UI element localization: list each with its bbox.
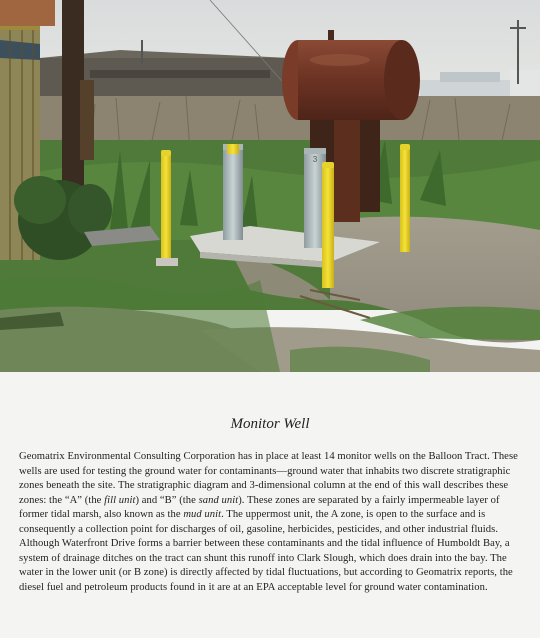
caption-title: Monitor Well — [230, 416, 310, 432]
sand-unit-term: sand unit — [198, 494, 239, 506]
well-cap-number: 3 — [312, 155, 318, 164]
body-segment-2: ) and “B” (the — [135, 494, 199, 506]
caption-panel — [0, 372, 540, 638]
body-segment-3: ). These zones are separated by a fairly impermeable layer of former tidal marsh, also known as the — [19, 494, 500, 520]
body-segment-1: Geomatrix Environmental Consulting Corporation has in place at least 14 monitor wells on the Balloon Tract. These wells are used for testing the ground water for contaminants—ground water that inhabits two discrete stratigraphic zones beneath the site. The stratigraphic diagram and 3-dimensional column at the end of this wall describes these zones: the “A” (the — [19, 451, 518, 506]
bollard-4 — [400, 144, 410, 252]
well-casing-left — [223, 144, 243, 240]
caption-body — [19, 450, 523, 595]
bollard-3 — [322, 162, 334, 288]
body-segment-4: . The uppermost unit, the A zone, is open to the surface and is consequently a collection point for discharges of oil, gasoline, herbicides, pesticides, and other industrial fluids. Although Waterfront Drive forms a barrier between these contaminants and the tidal influence of Humboldt Bay, a system of drainage ditches on the tract can shunt this runoff into Clark Slough, which does drain into the bay. The water in the lower unit (or B zone) is directly affected by tidal fluctuations, but according to Geomatrix reports, the diesel fuel and petroleum products found in it are at an EPA acceptable level for ground water contamination. — [19, 509, 513, 593]
bollard-2 — [227, 144, 239, 154]
fill-unit-term: fill unit — [104, 494, 136, 506]
mud-unit-term: mud unit — [183, 509, 222, 520]
